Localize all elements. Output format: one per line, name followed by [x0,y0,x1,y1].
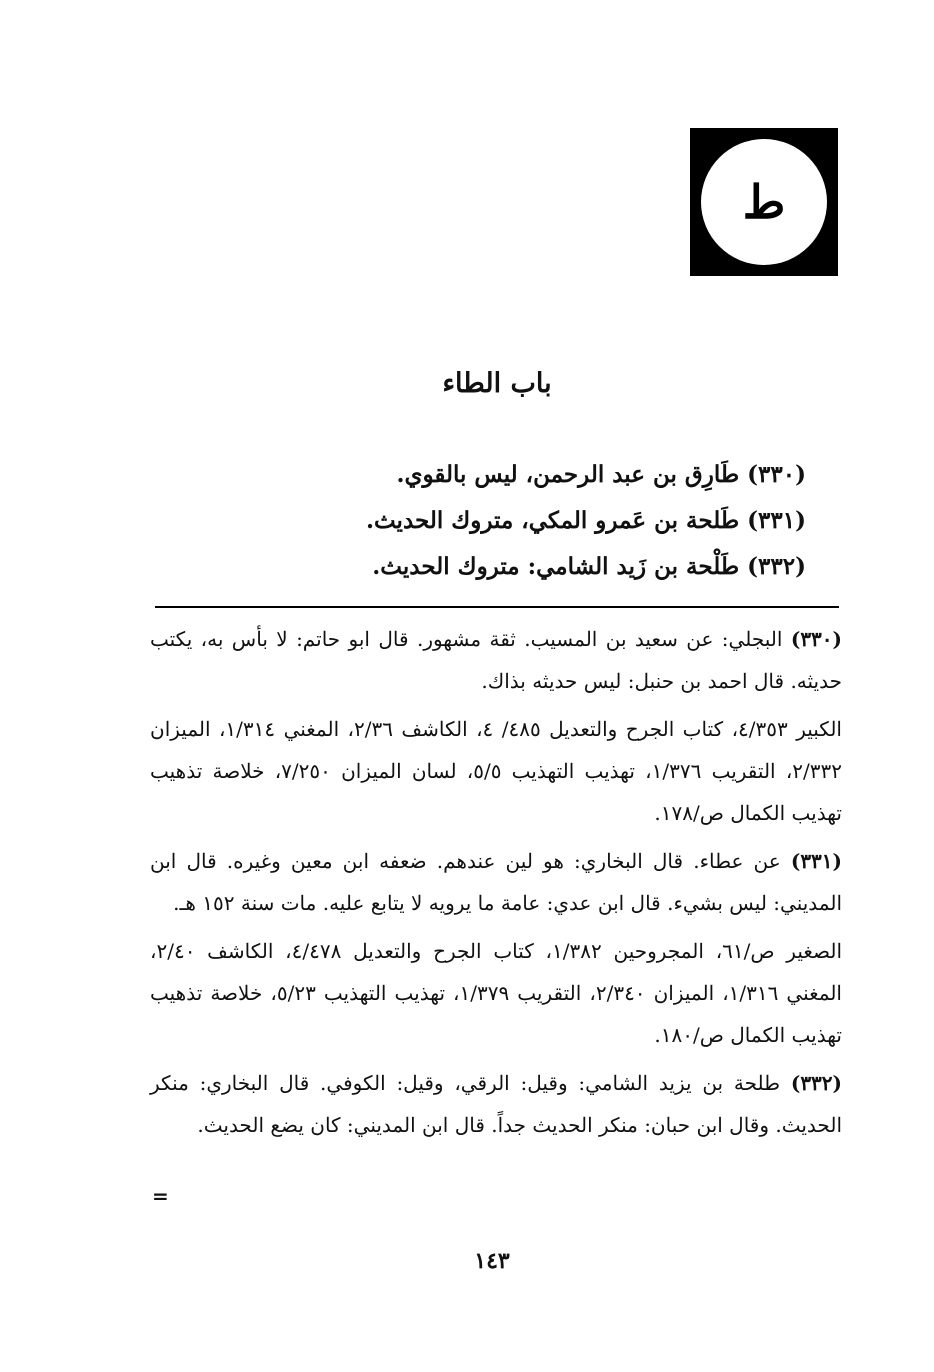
entry-330: (٣٣٠) طَارِق بن عبد الرحمن، ليس بالقوي. [396,461,806,488]
footnote-number: (٣٣٢) [790,1071,843,1095]
footnote-text: الصغير ص/٦١، المجروحين ١/٣٨٢، كتاب الجرح والتعديل ٤/٤٧٨، الكاشف ٢/٤٠، المغني ١/٣١٦، الميزان ٢/٣٤٠، التقريب ١/٣٧٩، تهذيب التهذيب ٥/٢٣، خلاصة تذهيب تهذيب الكمال ص/١٨٠. [150,939,843,1047]
footnotes [150,618,842,1152]
page-number: ١٤٣ [474,1248,510,1274]
footnote-332 [150,1062,842,1146]
chapter-letter-box [690,128,838,276]
footnote-text: الكبير ٤/٣٥٣، كتاب الجرح والتعديل ٤٨٥/ ٤، الكاشف ٢/٣٦، المغني ١/٣١٤، الميزان ٢/٣٣٢، التقريب ١/٣٧٦، تهذيب التهذيب ٥/٥، لسان الميزان ٧/٢٥٠، خلاصة تذهيب تهذيب الكمال ص/١٧٨. [150,717,842,825]
footnote-divider [155,606,839,608]
footnote-331-sources [150,930,842,1056]
footnote-330 [150,618,842,702]
entry-331: (٣٣١) طَلحة بن عَمرو المكي، متروك الحديث. [365,507,806,534]
footnote-number: (٣٣٠) [790,627,843,651]
entry-332: (٣٣٢) طَلْحة بن زَيد الشامي: متروك الحديث. [372,553,806,580]
chapter-title: باب الطاء [442,368,552,399]
footnote-330-sources [150,708,842,834]
footnote-number: (٣٣١) [790,849,843,873]
entry-list [246,452,806,590]
footnote-331 [150,840,842,924]
chapter-letter: ط [701,139,827,265]
footnote-text: البجلي: عن سعيد بن المسيب. ثقة مشهور. قال ابو حاتم: لا بأس به، يكتب حديثه. قال احمد بن حنبل: ليس حديثه بذاك. [150,627,842,693]
footnote-text: عن عطاء. قال البخاري: هو لين عندهم. ضعفه ابن معين وغيره. قال ابن المديني: ليس بشيء. قال ابن عدي: عامة ما يرويه لا يتابع عليه. مات سنة ١٥٢ هـ. [150,849,842,915]
footnote-text: طلحة بن يزيد الشامي: وقيل: الرقي، وقيل: الكوفي. قال البخاري: منكر الحديث. وقال ابن حبان: منكر الحديث جداً. قال ابن المديني: كان يضع الحديث. [150,1071,842,1137]
continuation-mark: = [152,1184,169,1208]
